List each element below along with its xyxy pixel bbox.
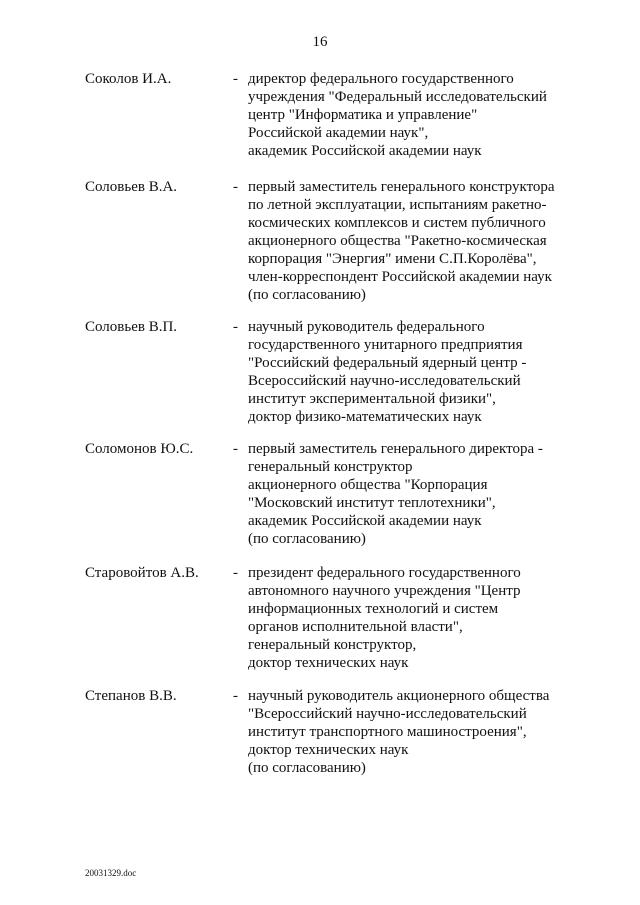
description-line: "Российский федеральный ядерный центр - [248,355,527,371]
member-description [248,687,578,777]
description-line: органов исполнительной власти", [248,619,463,635]
member-name: Соловьев В.П. [85,319,178,335]
description-line: доктор технических наук [248,742,409,758]
dash-separator: - [233,441,238,457]
description-line: президент федерального государственного [248,565,521,581]
description-line: центр "Информатика и управление" [248,107,478,123]
description-line: "Всероссийский научно-исследовательский [248,706,527,722]
dash-separator: - [233,179,238,195]
dash-separator: - [233,319,238,335]
dash-separator: - [233,688,238,704]
description-line: космических комплексов и систем публичного [248,215,546,231]
description-line: (по согласованию) [248,287,366,303]
member-name: Степанов В.В. [85,688,177,704]
dash-separator: - [233,565,238,581]
description-line: (по согласованию) [248,531,366,547]
dash-separator: - [233,71,238,87]
member-description [248,70,578,160]
description-line: учреждения "Федеральный исследовательский [248,89,547,105]
description-line: Российской академии наук", [248,125,429,141]
description-line: директор федерального государственного [248,71,514,87]
footer-filename: 20031329.doc [85,868,137,878]
description-line: по летной эксплуатации, испытаниям ракетно- [248,197,547,213]
page-number: 16 [312,34,328,50]
description-line: академик Российской академии наук [248,143,482,159]
description-line: государственного унитарного предприятия [248,337,523,353]
member-name: Соколов И.А. [85,71,172,87]
member-description [248,564,578,672]
description-line: первый заместитель генерального директора - [248,441,543,457]
description-line: первый заместитель генерального конструктора [248,179,555,195]
description-line: институт транспортного машиностроения", [248,724,527,740]
member-name: Соломонов Ю.С. [85,441,194,457]
description-line: генеральный конструктор, [248,637,417,653]
description-line: академик Российской академии наук [248,513,482,529]
member-description [248,178,578,304]
description-line: акционерного общества "Корпорация [248,477,488,493]
member-description [248,440,578,548]
description-line: доктор технических наук [248,655,409,671]
description-line: корпорация "Энергия" имени С.П.Королёва", [248,251,537,267]
description-line: член-корреспондент Российской академии наук [248,269,552,285]
description-line: (по согласованию) [248,760,366,776]
description-line: научный руководитель федерального [248,319,485,335]
description-line: автономного научного учреждения "Центр [248,583,521,599]
description-line: генеральный конструктор [248,459,413,475]
member-name: Старовойтов А.В. [85,565,199,581]
description-line: информационных технологий и систем [248,601,499,617]
description-line: акционерного общества "Ракетно-космическая [248,233,547,249]
description-line: доктор физико-математических наук [248,409,482,425]
description-line: научный руководитель акционерного общества [248,688,550,704]
description-line: "Московский институт теплотехники", [248,495,496,511]
description-line: институт экспериментальной физики", [248,391,496,407]
description-line: Всероссийский научно-исследовательский [248,373,521,389]
member-name: Соловьев В.А. [85,179,178,195]
member-description [248,318,578,426]
